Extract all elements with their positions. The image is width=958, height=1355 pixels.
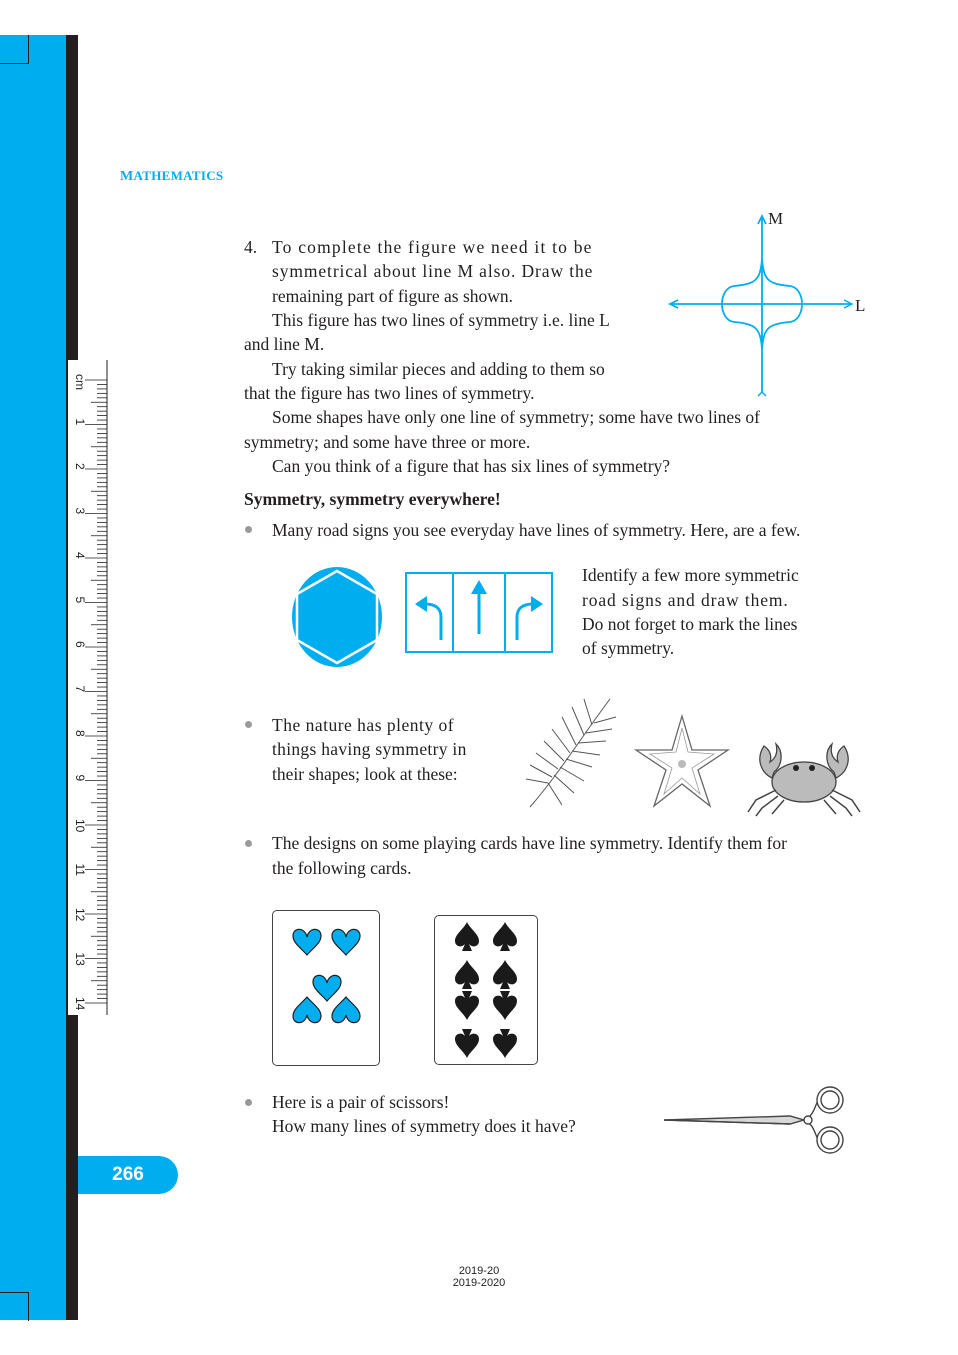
bullet-dot [245, 1099, 252, 1106]
item4-p3-line2: that the figure has two lines of symmetry. [244, 383, 535, 403]
item4-p2-line1: This figure has two lines of symmetry i.e. line L [272, 310, 610, 330]
ruler-mark-label: 9 [73, 774, 87, 782]
symmetry-figure [668, 210, 868, 400]
ruler [68, 360, 108, 1015]
playing-card-spades [434, 915, 538, 1065]
crab-icon [742, 738, 866, 818]
bullet2-line3: their shapes; look at these: [272, 764, 458, 784]
bullet4-line2: How many lines of symmetry does it have? [272, 1116, 576, 1136]
ruler-mark-label: 8 [73, 730, 87, 737]
header-rest: ATHEMATICS [133, 168, 224, 183]
ruler-mark-label: 6 [73, 641, 87, 648]
heart-icon [332, 929, 360, 955]
road-signs-line4: of symmetry. [582, 638, 675, 658]
spade-icon [455, 1029, 479, 1058]
heart-icon [293, 929, 321, 955]
scissors-icon [660, 1082, 860, 1162]
spade-icon [455, 960, 479, 989]
heart-icon [332, 997, 360, 1023]
item4-p2-line2: and line M. [244, 334, 325, 354]
bullet4-line1: Here is a pair of scissors! [272, 1092, 450, 1112]
footer-line2: 2019-2020 [452, 1277, 506, 1289]
spade-icon [455, 991, 479, 1020]
ruler-mark-label: 12 [73, 908, 87, 922]
item4-p4-line1: Some shapes have only one line of symmetry; some have two lines of [272, 407, 760, 427]
spade-icon [455, 922, 479, 951]
ruler-graphic [68, 360, 108, 1015]
item4-p5: Can you think of a figure that has six lines of symmetry? [272, 456, 671, 476]
page-number: 266 [78, 1156, 178, 1194]
side-color-bar [0, 35, 66, 1320]
ruler-mark-label: 14 [73, 997, 87, 1011]
section-title: Symmetry, symmetry everywhere! [244, 489, 501, 509]
spades-design [435, 916, 537, 1064]
bullet2-line1: The nature has plenty of [272, 715, 455, 735]
ruler-mark-label: 7 [73, 685, 87, 693]
ruler-unit-label: cm [73, 374, 87, 390]
bullet3-line1: The designs on some playing cards have line symmetry. Identify them for [272, 833, 787, 853]
label-m: M [768, 209, 784, 228]
hexagon-sign-icon [290, 565, 386, 669]
bullet-dot [245, 840, 252, 847]
item4-p4-line2: symmetry; and some have three or more. [244, 432, 531, 452]
road-signs-line3: Do not forget to mark the lines [582, 614, 798, 634]
ruler-mark-label: 3 [73, 507, 87, 515]
item4-line1-text: To complete the figure we need it to be [272, 237, 593, 257]
leaf-icon [518, 695, 618, 815]
item4-p3-line1: Try taking similar pieces and adding to them so [272, 359, 605, 379]
ruler-mark-label: 11 [73, 863, 87, 876]
spade-icon [493, 1029, 517, 1058]
ruler-mark-label: 10 [73, 819, 87, 833]
ruler-mark-label: 1 [73, 418, 87, 426]
footer-line1: 2019-20 [458, 1265, 500, 1277]
road-signs-line1: Identify a few more symmetric [582, 565, 799, 585]
header-initial: M [120, 169, 134, 184]
bullet-dot [245, 526, 252, 533]
item4-number: 4. [244, 237, 258, 257]
heart-icon [293, 997, 321, 1023]
spade-icon [493, 922, 517, 951]
starfish-icon [632, 712, 732, 812]
arrows-sign-icon [405, 572, 555, 654]
playing-card-hearts [272, 910, 380, 1066]
footer-year [400, 1265, 558, 1289]
crop-mark-top [0, 35, 29, 64]
hearts-design [273, 911, 379, 1065]
ruler-mark-label: 5 [73, 596, 87, 604]
bullet3-line2: the following cards. [272, 858, 412, 878]
ruler-mark-label: 13 [73, 952, 87, 966]
item4-line3: remaining part of figure as shown. [272, 286, 514, 306]
item4-line1 [272, 235, 660, 260]
crop-mark-bottom [0, 1292, 29, 1321]
chapter-header [120, 168, 223, 185]
bullet-dot [245, 721, 252, 728]
bullet2-line2: things having symmetry in [272, 739, 467, 759]
ruler-mark-label: 4 [73, 552, 87, 559]
item4-line2-text: symmetrical about line M also. Draw the [272, 261, 594, 281]
spade-icon [493, 960, 517, 989]
item4-line2 [272, 259, 660, 284]
spade-icon [493, 991, 517, 1020]
road-signs-line2: road signs and draw them. [582, 590, 789, 610]
heart-icon [313, 975, 341, 1001]
ruler-mark-label: 2 [73, 463, 87, 470]
label-l: L [855, 296, 866, 315]
bullet1-text: Many road signs you see everyday have lines of symmetry. Here, are a few. [272, 520, 801, 540]
